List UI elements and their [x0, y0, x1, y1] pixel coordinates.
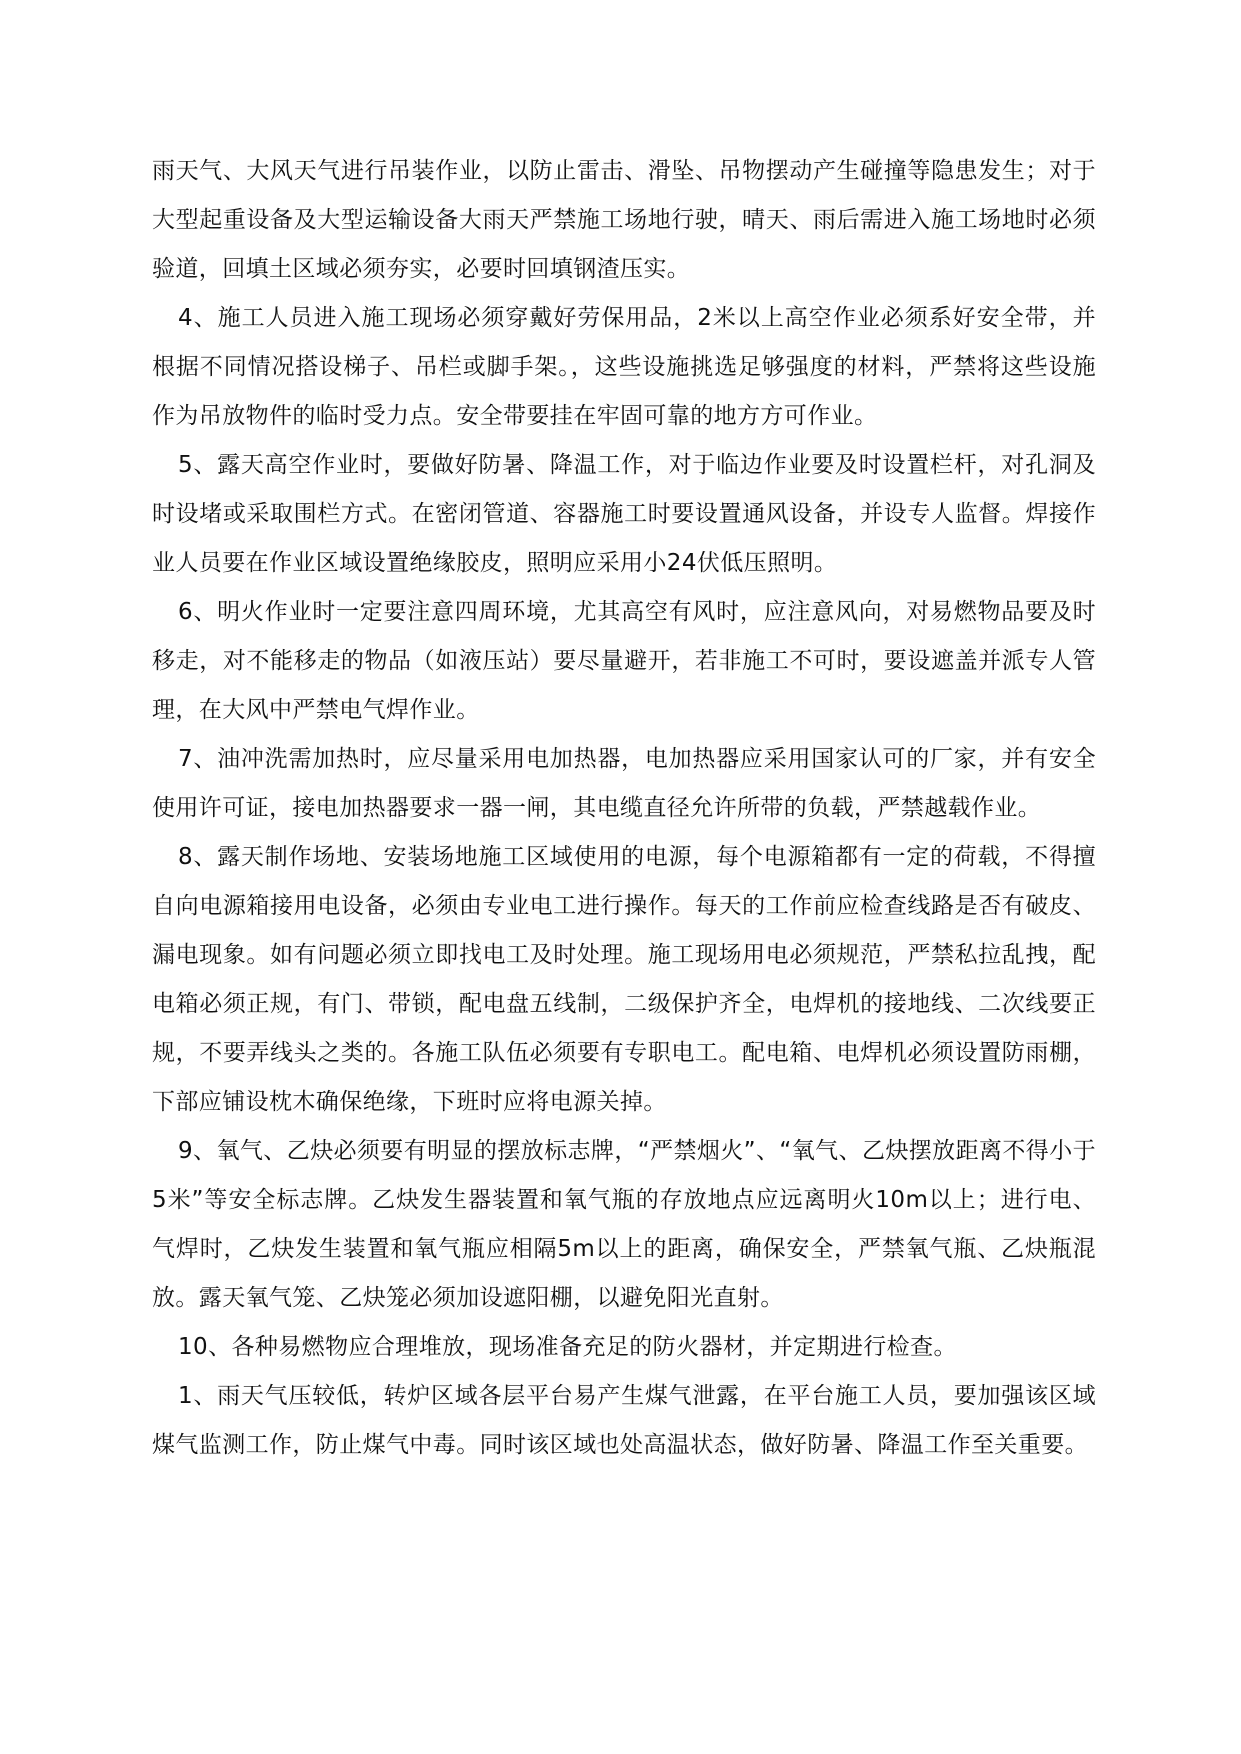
- paragraph-item-5: 5、露天高空作业时，要做好防暑、降温工作，对于临边作业要及时设置栏杆，对孔洞及时设堵或采取围栏方式。在密闭管道、容器施工时要设置通风设备，并设专人监督。焊接作业人员要在作业区域设置绝缘胶皮，照明应采用小24伏低压照明。: [152, 452, 1096, 576]
- paragraph-item-1: 1、雨天气压较低，转炉区域各层平台易产生煤气泄露，在平台施工人员，要加强该区域煤气监测工作，防止煤气中毒。同时该区域也处高温状态，做好防暑、降温工作至关重要。: [152, 1383, 1096, 1458]
- paragraph-continuation: 雨天气、大风天气进行吊装作业，以防止雷击、滑坠、吊物摆动产生碰撞等隐患发生；对于大型起重设备及大型运输设备大雨天严禁施工场地行驶，晴天、雨后需进入施工场地时必须验道，回填土区域必须夯实，必要时回填钢渣压实。: [152, 158, 1096, 282]
- document-page: [152, 147, 1096, 1470]
- paragraph-item-9: 9、氧气、乙炔必须要有明显的摆放标志牌，“严禁烟火”、“氧气、乙炔摆放距离不得小于5米”等安全标志牌。乙炔发生器装置和氧气瓶的存放地点应远离明火10m以上；进行电、气焊时，乙炔发生装置和氧气瓶应相隔5m以上的距离，确保安全，严禁氧气瓶、乙炔瓶混放。露天氧气笼、乙炔笼必须加设遮阳棚，以避免阳光直射。: [152, 1138, 1096, 1311]
- paragraph-item-7: 7、油冲洗需加热时，应尽量采用电加热器，电加热器应采用国家认可的厂家，并有安全使用许可证，接电加热器要求一器一闸，其电缆直径允许所带的负载，严禁越载作业。: [152, 746, 1096, 821]
- paragraph-item-6: 6、明火作业时一定要注意四周环境，尤其高空有风时，应注意风向，对易燃物品要及时移走，对不能移走的物品（如液压站）要尽量避开，若非施工不可时，要设遮盖并派专人管理，在大风中严禁电气焊作业。: [152, 599, 1096, 723]
- paragraph-item-8: 8、露天制作场地、安装场地施工区域使用的电源，每个电源箱都有一定的荷载，不得擅自向电源箱接用电设备，必须由专业电工进行操作。每天的工作前应检查线路是否有破皮、漏电现象。如有问题必须立即找电工及时处理。施工现场用电必须规范，严禁私拉乱拽，配电箱必须正规，有门、带锁，配电盘五线制，二级保护齐全，电焊机的接地线、二次线要正规，不要弄线头之类的。各施工队伍必须要有专职电工。配电箱、电焊机必须设置防雨棚，下部应铺设枕木确保绝缘，下班时应将电源关掉。: [152, 844, 1096, 1115]
- paragraph-item-10: 10、各种易燃物应合理堆放，现场准备充足的防火器材，并定期进行检查。: [178, 1334, 957, 1360]
- paragraph-item-4: 4、施工人员进入施工现场必须穿戴好劳保用品，2米以上高空作业必须系好安全带，并根据不同情况搭设梯子、吊栏或脚手架。，这些设施挑选足够强度的材料，严禁将这些设施作为吊放物件的临时受力点。安全带要挂在牢固可靠的地方方可作业。: [152, 305, 1096, 429]
